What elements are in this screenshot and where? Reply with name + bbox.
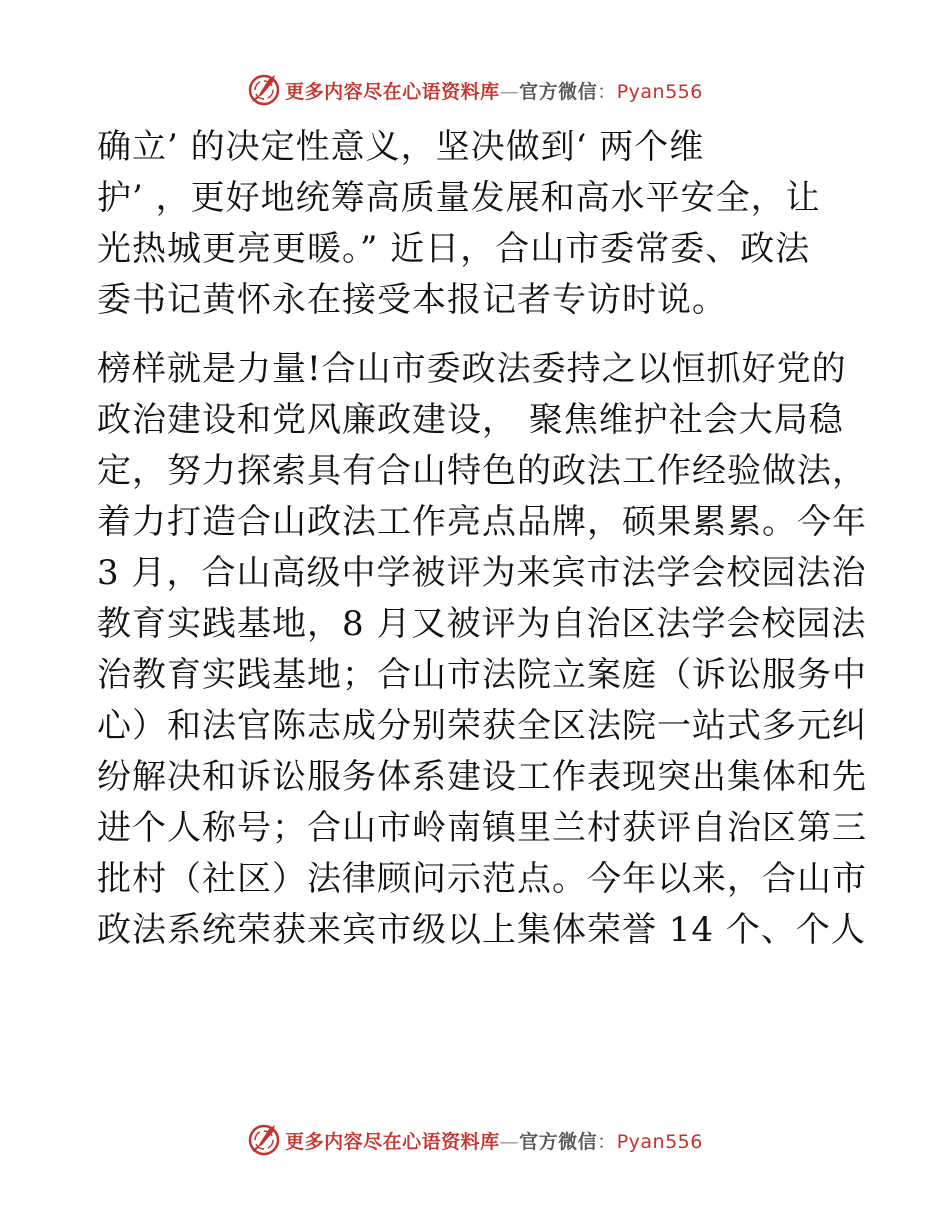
text-line: 委书记黄怀永在接受本报记者专访时说。	[97, 280, 727, 320]
text-line: 进个人称号；合山市岭南镇里兰村获评自治区第三	[97, 808, 867, 848]
text-line: 政治建设和党风廉政建设， 聚焦维护社会大局稳	[97, 400, 844, 440]
text-line: 政法系统荣获来宾市级以上集体荣誉 14 个、个人	[97, 910, 866, 950]
pen-logo-icon	[247, 1123, 281, 1157]
paragraph-quote	[97, 122, 857, 326]
watermark-text: 更多内容尽在心语资料库—官方微信：Pyan556	[285, 1130, 703, 1153]
text-line: 定，努力探索具有合山特色的政法工作经验做法，	[97, 451, 867, 491]
text-line: 护’ ，更好地统筹高质量发展和高水平安全，让	[97, 178, 821, 218]
text-line: 确立’ 的决定性意义，坚决做到‘ 两个维	[97, 127, 705, 167]
text-line: 榜样就是力量!合山市委政法委持之以恒抓好党的	[97, 349, 847, 389]
footer-watermark-banner	[0, 1120, 950, 1160]
paragraph-achievements	[97, 344, 867, 956]
document-body	[97, 122, 867, 956]
text-line: 3 月，合山高级中学被评为来宾市法学会校园法治	[97, 553, 867, 593]
text-line: 纷解决和诉讼服务体系建设工作表现突出集体和先	[97, 757, 867, 797]
text-line: 心）和法官陈志成分别荣获全区法院一站式多元纠	[97, 706, 867, 746]
text-line: 光热城更亮更暖。” 近日，合山市委常委、政法	[97, 229, 811, 269]
text-line: 批村（社区）法律顾问示范点。今年以来，合山市	[97, 859, 867, 899]
watermark-text: 更多内容尽在心语资料库—官方微信：Pyan556	[285, 80, 703, 103]
text-line: 教育实践基地，8 月又被评为自治区法学会校园法	[97, 604, 867, 644]
header-watermark-banner	[0, 70, 950, 110]
text-line: 着力打造合山政法工作亮点品牌，硕果累累。今年	[97, 502, 867, 542]
pen-logo-icon	[247, 73, 281, 107]
text-line: 治教育实践基地；合山市法院立案庭（诉讼服务中	[97, 655, 867, 695]
